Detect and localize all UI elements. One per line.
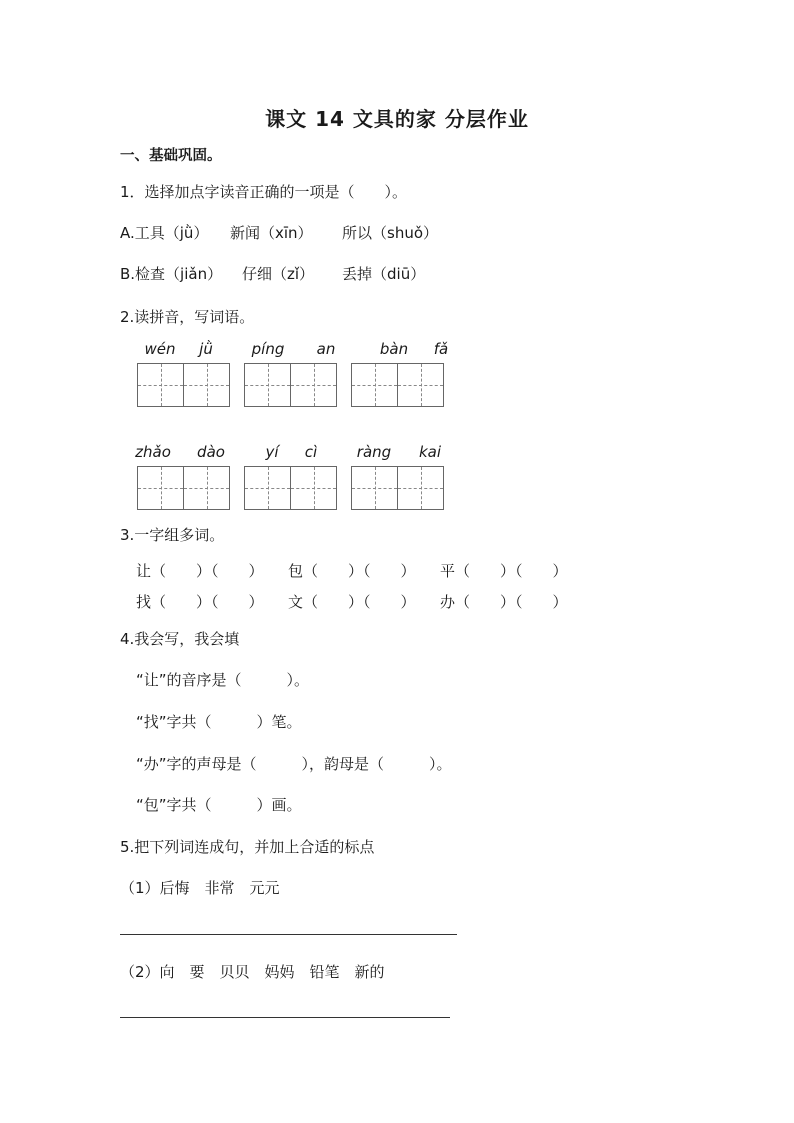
answer-line-1[interactable] xyxy=(120,934,457,935)
pinyin-1-6: fǎ xyxy=(433,340,449,358)
q3-stem: 3.一字组多词。 xyxy=(120,526,225,544)
q1-b-word-2: 仔细（zǐ） xyxy=(242,265,315,283)
grid-cell[interactable] xyxy=(183,363,230,407)
answer-line-2[interactable] xyxy=(120,1017,450,1018)
writing-grid-1[interactable] xyxy=(137,363,229,407)
pinyin-2-5: ràng xyxy=(356,443,392,461)
q1-option-a xyxy=(120,222,520,244)
q2-stem: 2.读拼音，写词语。 xyxy=(120,308,255,326)
pinyin-1-5: bàn xyxy=(379,340,409,358)
grid-cell[interactable] xyxy=(351,363,398,407)
q4-line-2: “找”字共（ ）笔。 xyxy=(136,713,302,731)
q5-item-2: （2）向 要 贝贝 妈妈 铅笔 新的 xyxy=(120,963,385,981)
q3-group-wen: 文（ ）（ ） xyxy=(288,593,416,611)
q1-a-word-2: 新闻（xīn） xyxy=(230,224,313,242)
grid-cell[interactable] xyxy=(137,466,184,510)
q5-item-1: （1）后悔 非常 元元 xyxy=(120,879,280,897)
q5-stem: 5.把下列词连成句，并加上合适的标点 xyxy=(120,838,375,856)
writing-grid-5[interactable] xyxy=(244,466,336,510)
pinyin-1-2: jǜ xyxy=(199,340,213,358)
grid-cell[interactable] xyxy=(244,363,291,407)
pinyin-2-3: yí xyxy=(265,443,279,461)
q3-group-ping: 平（ ）（ ） xyxy=(440,562,568,580)
grid-cell[interactable] xyxy=(137,363,184,407)
pinyin-2-1: zhǎo xyxy=(135,443,171,461)
grid-cell[interactable] xyxy=(244,466,291,510)
pinyin-1-4: an xyxy=(316,340,336,358)
q3-row-1 xyxy=(136,560,596,582)
pinyin-2-2: dào xyxy=(197,443,225,461)
grid-cell[interactable] xyxy=(351,466,398,510)
pinyin-2-6: kai xyxy=(418,443,442,461)
q4-line-4: “包”字共（ ）画。 xyxy=(136,796,302,814)
writing-grid-3[interactable] xyxy=(351,363,443,407)
grid-cell[interactable] xyxy=(290,363,337,407)
grid-cell[interactable] xyxy=(397,466,444,510)
pinyin-1-1: wén xyxy=(144,340,176,358)
q1-a-word-3: 所以（shuǒ） xyxy=(342,224,439,242)
q3-row-2 xyxy=(136,591,596,613)
grid-cell[interactable] xyxy=(290,466,337,510)
grid-cell[interactable] xyxy=(397,363,444,407)
q3-group-bao: 包（ ）（ ） xyxy=(288,562,416,580)
pinyin-2-4: cì xyxy=(304,443,318,461)
writing-grid-2[interactable] xyxy=(244,363,336,407)
q3-group-zhao: 找（ ）（ ） xyxy=(136,593,264,611)
q3-group-rang: 让（ ）（ ） xyxy=(136,562,264,580)
q4-line-1: “让”的音序是（ ）。 xyxy=(136,671,310,689)
q1-b-word-1: B.检查（jiǎn） xyxy=(120,265,223,283)
q1-a-word-1: A.工具（jǜ） xyxy=(120,224,209,242)
writing-grid-4[interactable] xyxy=(137,466,229,510)
q4-stem: 4.我会写，我会填 xyxy=(120,630,240,648)
page-title: 课文 14 文具的家 分层作业 xyxy=(265,107,529,131)
q1-b-word-3: 丢掉（diū） xyxy=(342,265,426,283)
grid-cell[interactable] xyxy=(183,466,230,510)
pinyin-1-3: píng xyxy=(251,340,285,358)
section-heading-basics: 一、基础巩固。 xyxy=(120,148,222,164)
writing-grid-6[interactable] xyxy=(351,466,443,510)
q4-line-3: “办”字的声母是（ ），韵母是（ ）。 xyxy=(136,755,452,773)
q1-stem: 1．选择加点字读音正确的一项是（ ）。 xyxy=(120,183,408,201)
q3-group-ban: 办（ ）（ ） xyxy=(440,593,568,611)
q1-option-b xyxy=(120,263,520,285)
